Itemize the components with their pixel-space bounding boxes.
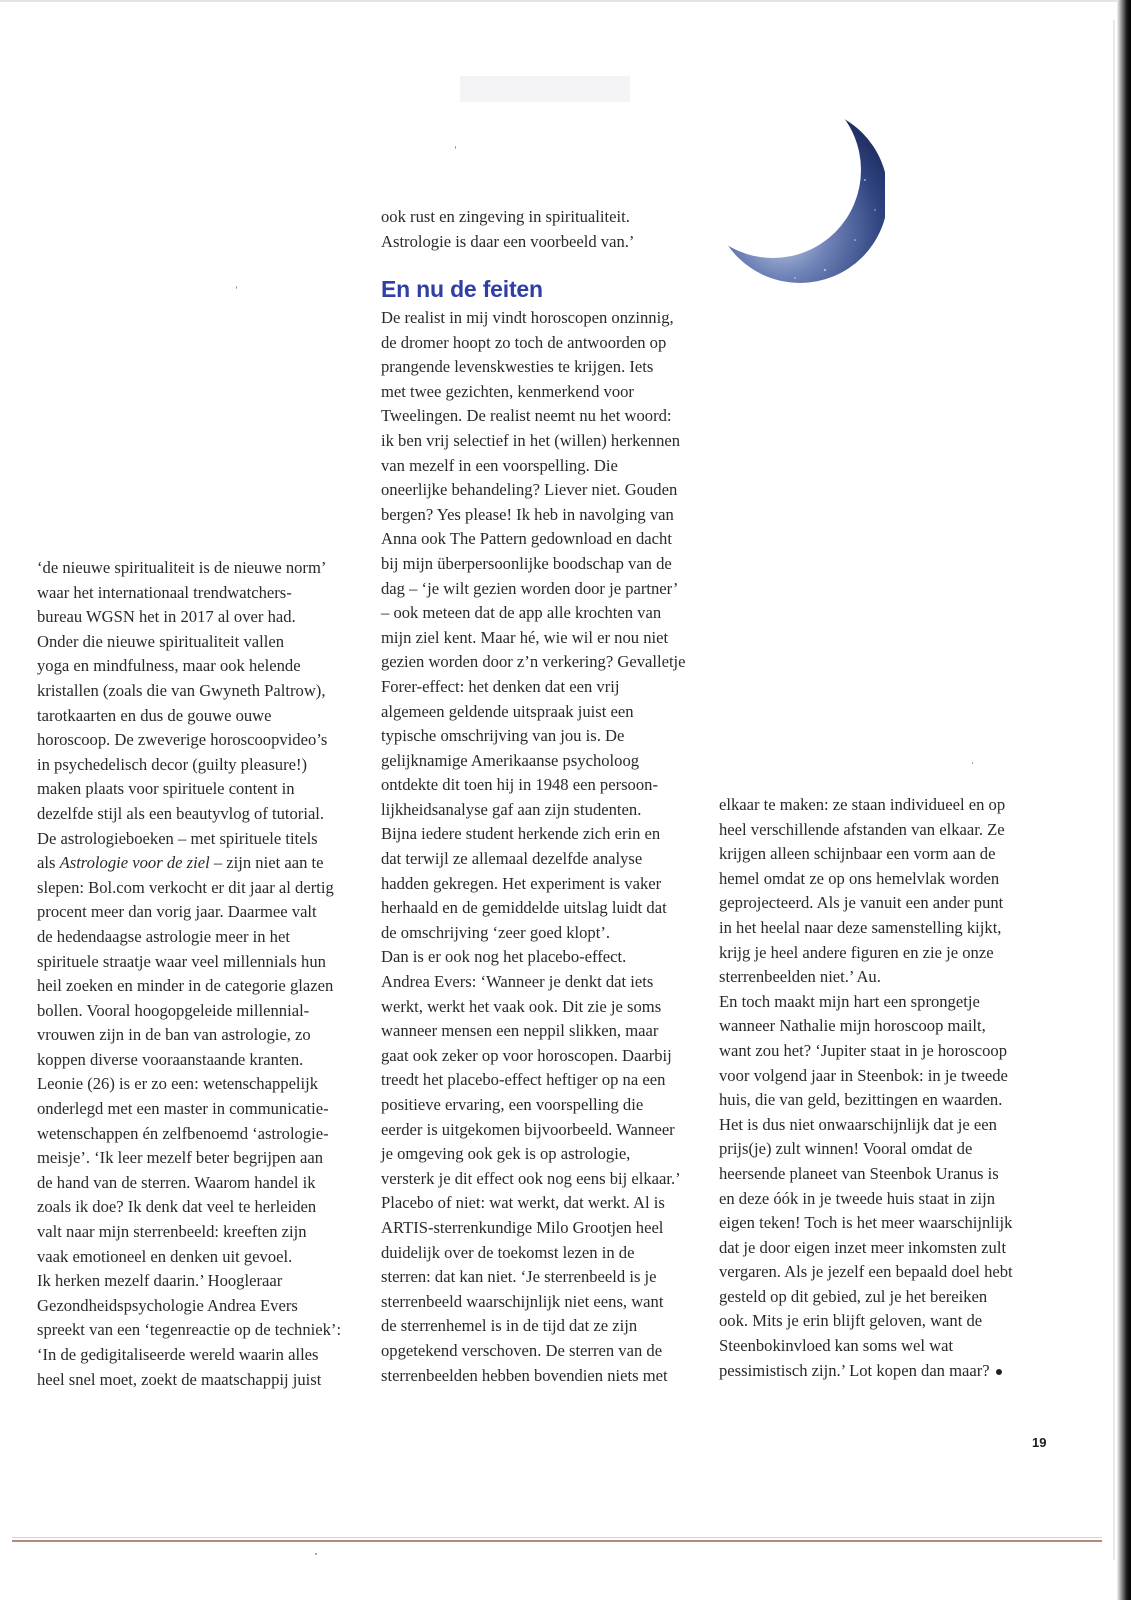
left-column-line: in psychedelisch decor (guilty pleasure!) xyxy=(37,754,308,774)
right-column-line: gesteld op dit gebied, zul je het bereiken xyxy=(719,1286,988,1306)
scan-fold-line xyxy=(1113,20,1115,1560)
crescent-moon-icon xyxy=(705,100,885,300)
mid-column-line: je omgeving ook gek is op astrologie, xyxy=(381,1144,631,1164)
left-column-line: spirituele straatje waar veel millennials hun xyxy=(37,951,326,971)
left-column-line: bollen. Vooral hoogopgeleide millennial- xyxy=(37,1000,310,1020)
right-column-line: wanneer Nathalie mijn horoscoop mailt, xyxy=(719,1016,986,1036)
mid-column-line: de dromer hoopt zo toch de antwoorden op xyxy=(381,332,667,352)
right-column-line: en deze óók in je tweede huis staat in zijn xyxy=(719,1188,996,1208)
mid-column-line: treedt het placebo-effect heftiger op na een xyxy=(381,1070,666,1090)
mid-column-line: opgetekend verschoven. De sterren van de xyxy=(381,1340,663,1360)
mid-column-line: mijn ziel kent. Maar hé, wie wil er nou niet xyxy=(381,627,669,647)
left-column-line: Ik herken mezelf daarin.’ Hoogleraar xyxy=(37,1271,283,1291)
mid-column-line: versterk je dit effect ook nog eens bij elkaar.’ xyxy=(381,1168,681,1188)
left-column-line: kristallen (zoals die van Gwyneth Paltrow), xyxy=(37,680,326,700)
left-column-line: slepen: Bol.com verkocht er dit jaar al dertig xyxy=(37,877,334,897)
left-column-line: tarotkaarten en dus de gouwe ouwe xyxy=(37,705,272,725)
left-column-line: waar het internationaal trendwatchers- xyxy=(37,582,292,602)
right-column-line: voor volgend jaar in Steenbok: in je tweede xyxy=(719,1065,1008,1085)
mid-column-line: – ook meteen dat de app alle krochten van xyxy=(381,603,662,623)
mid-column-line: gaat ook zeker op voor horoscopen. Daarbij xyxy=(381,1045,672,1065)
mid-column-line: lijkheidsanalyse gaf aan zijn studenten. xyxy=(381,799,642,819)
mid-column-line: De realist in mij vindt horoscopen onzinnig, xyxy=(381,308,674,327)
left-column-line: als Astrologie voor de ziel – zijn niet aan te xyxy=(37,853,324,873)
left-column-line: dezelfde stijl als een beautyvlog of tutorial. xyxy=(37,803,325,823)
mid-column-line: sterrenbeeld waarschijnlijk niet eens, want xyxy=(381,1291,664,1311)
right-column-line: hemel omdat ze op ons hemelvlak worden xyxy=(719,868,1000,888)
left-column-line: de hedendaagse astrologie meer in het xyxy=(37,926,290,946)
right-column-line: geprojecteerd. Als je vanuit een ander punt xyxy=(719,893,1004,913)
left-column-line: meisje’. ‘Ik leer mezelf beter begrijpen aan xyxy=(37,1148,324,1168)
page-number: 19 xyxy=(1032,1435,1047,1450)
mid-column-line: algemeen geldende uitspraak juist een xyxy=(381,701,634,721)
mid-column-text xyxy=(381,306,711,1388)
mid-column-line: oneerlijke behandeling? Liever niet. Gouden xyxy=(381,480,678,500)
mid-column-line: wanneer mensen een neppil slikken, maar xyxy=(381,1021,659,1041)
right-column-line: in het heelal naar deze samenstelling kijkt, xyxy=(719,917,1002,937)
mid-column-line: ik ben vrij selectief in het (willen) herkennen xyxy=(381,430,681,450)
left-column-line: spreekt van een ‘tegenreactie op de techniek’: xyxy=(37,1320,342,1340)
scan-speck xyxy=(315,1553,317,1555)
left-column-line: heil zoeken en minder in de categorie glazen xyxy=(37,976,334,996)
right-column-line: Steenbokinvloed kan soms wel wat xyxy=(719,1336,954,1356)
mid-column-line: Anna ook The Pattern gedownload en dacht xyxy=(381,529,672,549)
left-column-line: wetenschappen én zelfbenoemd ‘astrologie- xyxy=(37,1123,329,1143)
mid-column-line: sterrenbeelden hebben bovendien niets met xyxy=(381,1365,668,1385)
right-column-line: Het is dus niet onwaarschijnlijk dat je een xyxy=(719,1114,997,1134)
left-column-line: De astrologieboeken – met spirituele titels xyxy=(37,828,318,848)
left-column-line: maken plaats voor spirituele content in xyxy=(37,779,295,799)
page-bottom-rule xyxy=(12,1540,1102,1542)
right-column-line: sterrenbeelden niet.’ Au. xyxy=(719,967,881,987)
mid-column-line: met twee gezichten, kenmerkend voor xyxy=(381,381,634,401)
right-column-line: pessimistisch zijn.’ Lot kopen dan maar? xyxy=(719,1359,1049,1384)
right-column-line: ook. Mits je erin blijft geloven, want de xyxy=(719,1311,983,1331)
mid-column-line: prangende levenskwesties te krijgen. Iets xyxy=(381,357,654,377)
left-column-line: heel snel moet, zoekt de maatschappij juist xyxy=(37,1369,322,1389)
mid-column-line: gezien worden door z’n verkering? Gevalletje xyxy=(381,652,686,672)
mid-column-line: werkt, werkt het vaak ook. Dit zie je soms xyxy=(381,996,662,1016)
right-column-line: En toch maakt mijn hart een sprongetje xyxy=(719,991,980,1011)
right-column-line: vergaren. Als je jezelf een bepaald doel hebt xyxy=(719,1262,1013,1282)
left-column-text xyxy=(37,556,362,1392)
mid-column-line: bergen? Yes please! Ik heb in navolging van xyxy=(381,504,674,524)
left-column-line: procent meer dan vorig jaar. Daarmee valt xyxy=(37,902,317,922)
mid-column-line: duidelijk over de toekomst lezen in de xyxy=(381,1242,635,1262)
mid-column-line: positieve ervaring, een voorspelling die xyxy=(381,1095,644,1114)
mid-column-line: ARTIS-sterrenkundige Milo Grootjen heel xyxy=(381,1217,664,1237)
left-column-line: koppen diverse vooraanstaande kranten. xyxy=(37,1049,304,1069)
scan-speck xyxy=(236,286,237,289)
end-bullet-icon xyxy=(996,1369,1002,1375)
mid-column-line: Forer-effect: het denken dat een vrij xyxy=(381,676,620,696)
right-column-line: prijs(je) zult winnen! Vooral omdat de xyxy=(719,1139,973,1159)
mid-column-line: hadden gekregen. Het experiment is vaker xyxy=(381,873,662,893)
right-column-line: krijgen alleen schijnbaar een vorm aan de xyxy=(719,844,996,864)
left-column-line: onderlegd met een master in communicatie- xyxy=(37,1099,329,1119)
mid-column-line: Tweelingen. De realist neemt nu het woord: xyxy=(381,406,672,426)
mid-column-line: Placebo of niet: wat werkt, dat werkt. Al is xyxy=(381,1193,665,1213)
left-column-line: Leonie (26) is er zo een: wetenschappelijk xyxy=(37,1074,319,1094)
left-column-line: bureau WGSN het in 2017 al over had. xyxy=(37,607,296,627)
mid-column-line: dat terwijl ze allemaal dezelfde analyse xyxy=(381,849,643,869)
mid-column-line: eerder is uitgekomen bijvoorbeeld. Wanneer xyxy=(381,1119,675,1139)
left-column-line: Onder die nieuwe spiritualiteit vallen xyxy=(37,631,284,651)
left-column-line: ‘In de gedigitaliseerde wereld waarin alles xyxy=(37,1345,319,1364)
mid-column-line: van mezelf in een voorspelling. Die xyxy=(381,455,618,475)
right-column-line: heersende planeet van Steenbok Uranus is xyxy=(719,1163,999,1183)
mid-column-top-text xyxy=(381,205,711,254)
right-column-line: eigen teken! Toch is het meer waarschijnlijk xyxy=(719,1213,1013,1233)
page-bottom-rule-light xyxy=(12,1537,1102,1538)
right-column-text xyxy=(719,793,1049,1383)
mid-column-line: Bijna iedere student herkende zich erin en xyxy=(381,824,661,844)
left-column-line: valt naar mijn sterrenbeeld: kreeften zijn xyxy=(37,1222,307,1242)
mid-column-line: dag – ‘je wilt gezien worden door je partner’ xyxy=(381,578,679,598)
left-column-line: de hand van de sterren. Waarom handel ik xyxy=(37,1172,316,1192)
mid-column-line: herhaald en de gemiddelde uitslag luidt dat xyxy=(381,898,667,918)
book-title: Astrologie voor de ziel xyxy=(59,853,210,873)
scan-speck xyxy=(972,762,973,764)
left-column-line: vaak emotioneel en denken uit gevoel. xyxy=(37,1246,293,1266)
mid-top-line: ook rust en zingeving in spiritualiteit. xyxy=(381,207,630,226)
mid-top-line: Astrologie is daar een voorbeeld van.’ xyxy=(381,231,635,251)
left-column-line: horoscoop. De zweverige horoscoopvideo’s xyxy=(37,730,328,750)
right-column-line: want zou het? ‘Jupiter staat in je horoscoop xyxy=(719,1040,1008,1060)
left-column-line: vrouwen zijn in de ban van astrologie, zo xyxy=(37,1025,311,1045)
mid-column-line: bij mijn überpersoonlijke boodschap van de xyxy=(381,553,672,573)
left-column-line: yoga en mindfulness, maar ook helende xyxy=(37,656,301,676)
scan-edge-right xyxy=(1117,0,1131,1600)
mid-column-line: typische omschrijving van jou is. De xyxy=(381,726,625,746)
show-through-label xyxy=(460,76,630,102)
mid-column-line: de omschrijving ‘zeer goed klopt’. xyxy=(381,922,611,942)
mid-column-line: Dan is er ook nog het placebo-effect. xyxy=(381,947,627,967)
mid-column-line: Andrea Evers: ‘Wanneer je denkt dat iets xyxy=(381,972,654,992)
mid-column-line: sterren: dat kan niet. ‘Je sterrenbeeld is je xyxy=(381,1267,657,1287)
left-column-line: zoals ik doe? Ik denk dat veel te herleiden xyxy=(37,1197,317,1217)
right-column-line: dat je door eigen inzet meer inkomsten zult xyxy=(719,1237,1007,1257)
right-column-line: heel verschillende afstanden van elkaar. Ze xyxy=(719,819,1005,839)
mid-column-line: ontdekte dit toen hij in 1948 een persoon- xyxy=(381,775,658,795)
left-column-line: Gezondheidspsychologie Andrea Evers xyxy=(37,1295,298,1315)
scan-speck xyxy=(455,146,456,149)
section-heading: En nu de feiten xyxy=(381,276,543,302)
right-column-line: krijg je heel andere figuren en zie je onze xyxy=(719,942,994,962)
right-column-line: elkaar te maken: ze staan individueel en op xyxy=(719,795,1006,814)
mid-column-line: de sterrenhemel is in de tijd dat ze zijn xyxy=(381,1316,638,1336)
left-column-line: ‘de nieuwe spiritualiteit is de nieuwe norm’ xyxy=(37,558,327,577)
mid-column-line: gelijknamige Amerikaanse psycholoog xyxy=(381,750,640,770)
scan-edge-top xyxy=(0,0,1131,2)
right-column-line: huis, die van geld, bezittingen en waarden. xyxy=(719,1090,1003,1110)
